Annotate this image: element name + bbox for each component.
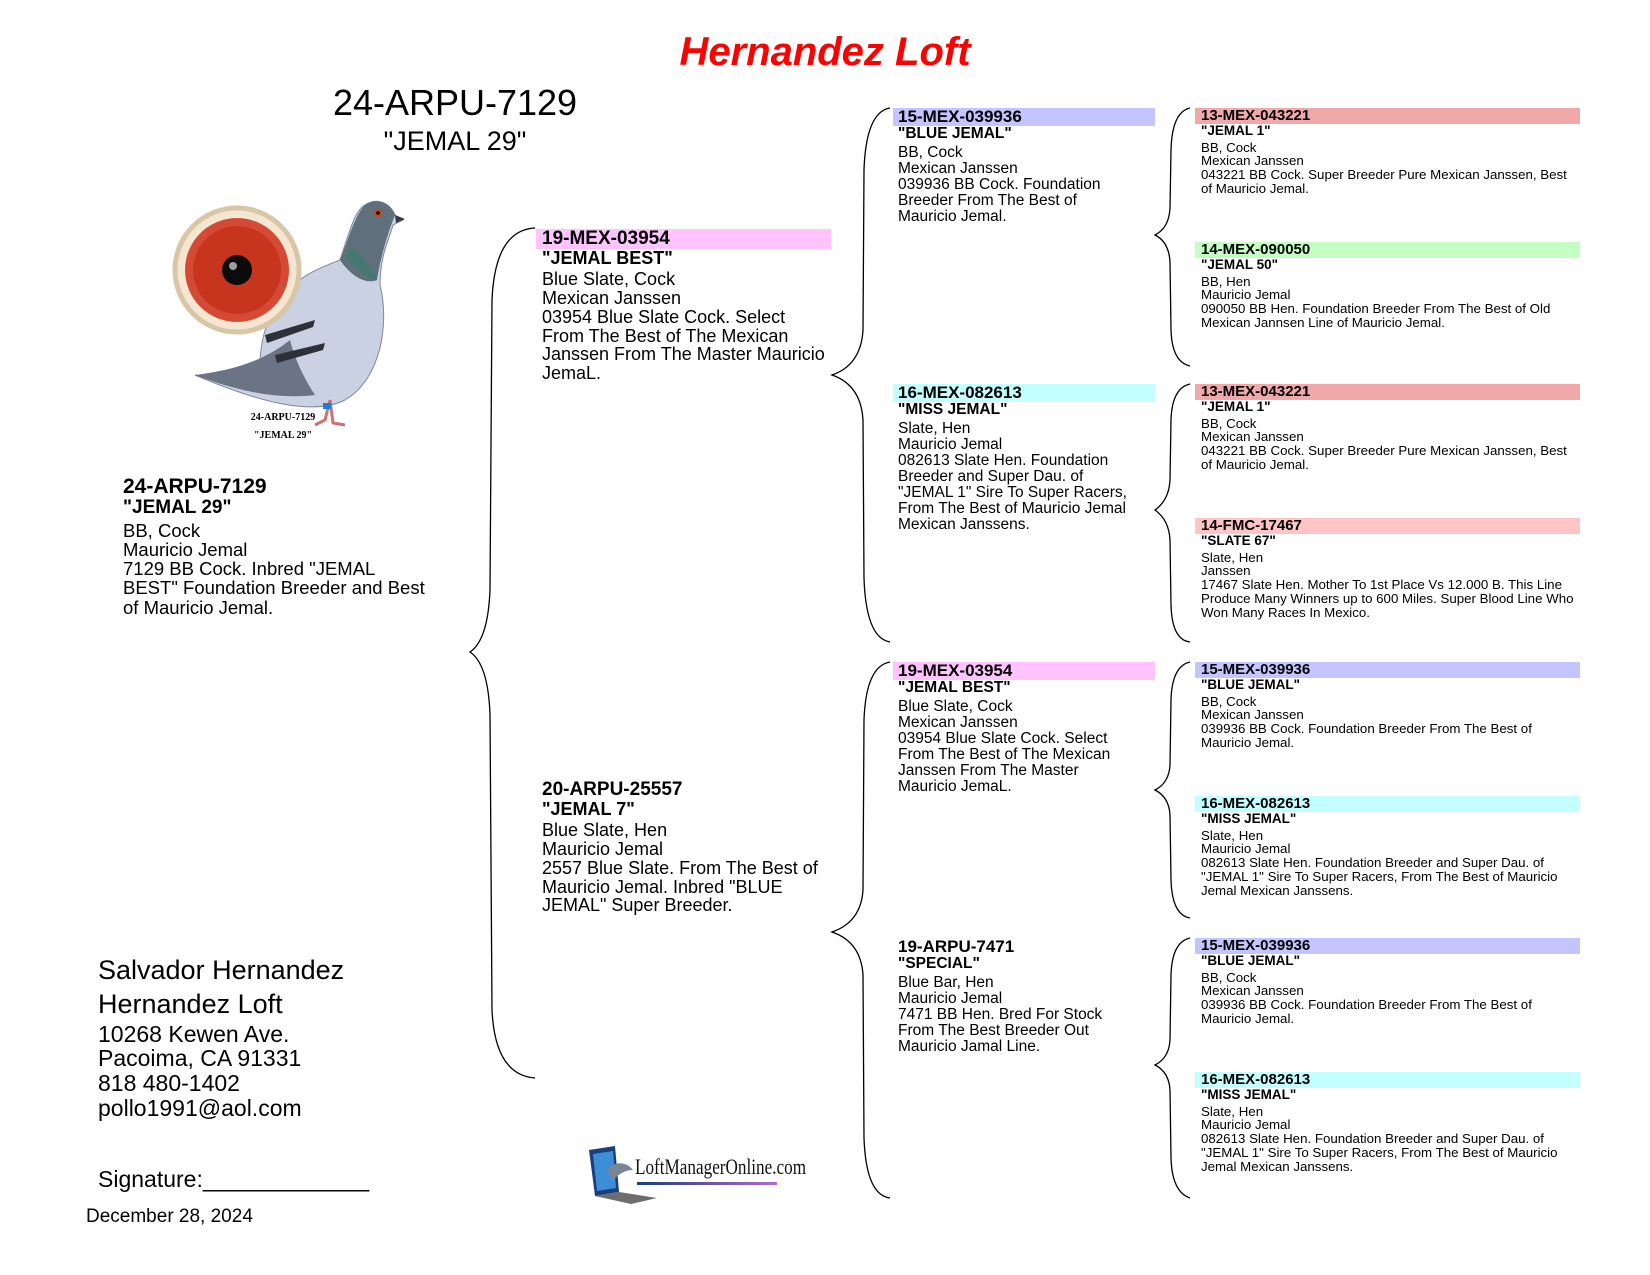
great-grandparent-entry	[1195, 518, 1580, 620]
ggp-notes: 039936 BB Cock. Foundation Breeder From The Best of Mauricio Jemal.	[1201, 997, 1532, 1027]
sire-strain: Mexican Janssen	[542, 288, 682, 309]
gp-strain: Mauricio Jemal	[898, 989, 1003, 1007]
ggp-band: 16-MEX-082613	[1195, 1072, 1580, 1088]
owner-address-line2: Pacoima, CA 91331	[98, 1045, 302, 1072]
subject-notes: 7129 BB Cock. Inbred "JEMAL BEST" Foundation Breeder and Best of Mauricio Jemal.	[123, 558, 425, 618]
dam-name: "JEMAL 7"	[542, 798, 635, 819]
ggp-name: "SLATE 67"	[1201, 532, 1276, 548]
gp-band: 19-MEX-03954	[893, 662, 1155, 680]
dam-notes: 2557 Blue Slate. From The Best of Mauricio Jemal. Inbred "BLUE JEMAL" Super Breeder.	[542, 857, 818, 916]
subject-band: 24-ARPU-7129	[123, 475, 267, 498]
ggp-notes: 090050 BB Hen. Foundation Breeder From The Best of Old Mexican Jannsen Line of Mauricio Jemal.	[1201, 301, 1551, 331]
owner-contact	[98, 954, 344, 1121]
logo-underline	[637, 1182, 777, 1185]
ggp-notes: 17467 Slate Hen. Mother To 1st Place Vs 12.000 B. This Line Produce Many Winners up to 600 Miles. Super Blood Line Who Won Many Races In Mexico.	[1201, 577, 1574, 620]
logo-text: LoftManagerOnline.com	[635, 1154, 807, 1179]
ggp-name: "BLUE JEMAL"	[1201, 676, 1301, 692]
signature-line: Signature:_____________	[98, 1166, 370, 1192]
ggp-strain: Mexican Janssen	[1201, 429, 1304, 445]
gp-color-sex: Blue Bar, Hen	[898, 973, 994, 991]
print-date: December 28, 2024	[86, 1206, 253, 1227]
gp-band: 15-MEX-039936	[893, 108, 1155, 126]
gp-band: 19-ARPU-7471	[898, 937, 1015, 956]
great-grandparent-entry	[1195, 242, 1580, 330]
ggp-band: 15-MEX-039936	[1195, 938, 1580, 954]
grandparent-entry	[893, 384, 1155, 534]
gp-band: 16-MEX-082613	[893, 384, 1155, 402]
loftmanager-logo	[585, 1140, 807, 1206]
ggp-band: 15-MEX-039936	[1195, 662, 1580, 678]
great-grandparent-entry	[1195, 1072, 1580, 1174]
subject-strain: Mauricio Jemal	[123, 538, 248, 560]
grandparent-entry	[893, 108, 1155, 225]
ggp-color-sex: BB, Cock	[1201, 969, 1257, 985]
subject-color-sex: BB, Cock	[123, 519, 201, 541]
page-title: Hernandez Loft	[679, 30, 971, 74]
ggp-band: 13-MEX-043221	[1195, 108, 1580, 124]
ggp-strain: Mauricio Jemal	[1201, 1117, 1291, 1133]
ggp-strain: Mexican Janssen	[1201, 153, 1304, 169]
photo-caption-name: "JEMAL 29"	[253, 430, 313, 441]
ggp-color-sex: Slate, Hen	[1201, 1103, 1264, 1119]
ggp-name: "JEMAL 50"	[1201, 256, 1279, 272]
subject-name: "JEMAL 29"	[123, 496, 232, 518]
bracket-g2-4	[1155, 938, 1190, 1198]
owner-name: Salvador Hernandez	[98, 955, 345, 985]
dam-strain: Mauricio Jemal	[542, 839, 664, 860]
great-grandparent-entry	[1195, 108, 1580, 196]
gp-name: "SPECIAL"	[898, 954, 980, 972]
sire-entry	[536, 229, 831, 383]
subject-name-header: "JEMAL 29"	[383, 126, 527, 156]
ggp-strain: Mexican Janssen	[1201, 707, 1304, 723]
ggp-name: "JEMAL 1"	[1201, 398, 1271, 414]
ggp-name: "BLUE JEMAL"	[1201, 952, 1301, 968]
dam-entry	[536, 780, 831, 915]
subject-band-header: 24-ARPU-7129	[332, 82, 578, 123]
ggp-strain: Mauricio Jemal	[1201, 287, 1291, 303]
dam-band: 20-ARPU-25557	[542, 779, 683, 800]
grandparent-entry	[893, 938, 1155, 1055]
owner-address-line1: 10268 Kewen Ave.	[98, 1020, 290, 1047]
ggp-band: 13-MEX-043221	[1195, 384, 1580, 400]
gp-notes: 082613 Slate Hen. Foundation Breeder and Super Dau. of "JEMAL 1" Sire To Super Racers, From The Best of Mauricio Jemal Mexican Janssens.	[898, 452, 1127, 534]
great-grandparent-entry	[1195, 662, 1580, 750]
gp-notes: 7471 BB Hen. Bred For Stock From The Best Breeder Out Mauricio Jamal Line.	[898, 1006, 1103, 1056]
owner-loft: Hernandez Loft	[98, 988, 283, 1019]
ggp-color-sex: BB, Cock	[1201, 139, 1257, 155]
photo-caption-band: 24-ARPU-7129	[250, 412, 316, 423]
sire-notes: 03954 Blue Slate Cock. Select From The Best of The Mexican Janssen From The Master Mauricio JemaL.	[542, 306, 825, 384]
ggp-name: "MISS JEMAL"	[1201, 810, 1297, 826]
gp-name: "MISS JEMAL"	[898, 400, 1008, 418]
ggp-strain: Janssen	[1201, 563, 1251, 579]
great-grandparent-entry	[1195, 796, 1580, 898]
owner-email: pollo1991@aol.com	[98, 1094, 302, 1121]
gp-strain: Mauricio Jemal	[898, 435, 1003, 453]
gp-color-sex: Slate, Hen	[898, 419, 971, 437]
owner-phone: 818 480-1402	[98, 1070, 240, 1097]
bracket-g2-1	[1155, 108, 1190, 366]
ggp-notes: 043221 BB Cock. Super Breeder Pure Mexican Janssen, Best of Mauricio Jemal.	[1201, 167, 1567, 197]
ggp-notes: 082613 Slate Hen. Foundation Breeder and Super Dau. of "JEMAL 1" Sire To Super Racers, From The Best of Mauricio Jemal Mexican Janssens.	[1201, 1131, 1558, 1174]
gp-color-sex: BB, Cock	[898, 143, 963, 161]
ggp-band: 14-FMC-17467	[1195, 518, 1580, 534]
ggp-name: "MISS JEMAL"	[1201, 1086, 1297, 1102]
ggp-band: 16-MEX-082613	[1195, 796, 1580, 812]
bracket-parents	[470, 228, 535, 1078]
gp-color-sex: Blue Slate, Cock	[898, 697, 1013, 715]
bracket-sire	[832, 108, 890, 642]
ggp-notes: 043221 BB Cock. Super Breeder Pure Mexican Janssen, Best of Mauricio Jemal.	[1201, 443, 1567, 473]
bracket-dam	[832, 662, 890, 1198]
gp-strain: Mexican Janssen	[898, 713, 1018, 731]
sire-color-sex: Blue Slate, Cock	[542, 269, 676, 290]
dam-color-sex: Blue Slate, Hen	[542, 820, 668, 841]
great-grandparent-entry	[1195, 384, 1580, 472]
sire-name: "JEMAL BEST"	[542, 247, 673, 268]
ggp-color-sex: Slate, Hen	[1201, 827, 1264, 843]
great-grandparent-entry	[1195, 938, 1580, 1026]
ggp-name: "JEMAL 1"	[1201, 122, 1271, 138]
ggp-strain: Mauricio Jemal	[1201, 841, 1291, 857]
gp-strain: Mexican Janssen	[898, 159, 1018, 177]
ggp-color-sex: BB, Hen	[1201, 273, 1251, 289]
ggp-color-sex: BB, Cock	[1201, 693, 1257, 709]
gp-name: "JEMAL BEST"	[898, 678, 1011, 696]
sire-band: 19-MEX-03954	[536, 229, 831, 249]
bracket-g2-3	[1155, 662, 1190, 918]
bracket-g2-2	[1155, 384, 1190, 642]
ggp-color-sex: BB, Cock	[1201, 415, 1257, 431]
gp-name: "BLUE JEMAL"	[898, 124, 1012, 142]
ggp-color-sex: Slate, Hen	[1201, 549, 1264, 565]
ggp-notes: 082613 Slate Hen. Foundation Breeder and Super Dau. of "JEMAL 1" Sire To Super Racers, From The Best of Mauricio Jemal Mexican Janssens.	[1201, 855, 1558, 898]
grandparent-entry	[893, 662, 1155, 795]
gp-notes: 03954 Blue Slate Cock. Select From The Best of The Mexican Janssen From The Master Mauricio JemaL.	[898, 730, 1111, 796]
gp-notes: 039936 BB Cock. Foundation Breeder From The Best of Mauricio Jemal.	[898, 176, 1101, 226]
ggp-notes: 039936 BB Cock. Foundation Breeder From The Best of Mauricio Jemal.	[1201, 721, 1532, 751]
ggp-strain: Mexican Janssen	[1201, 983, 1304, 999]
ggp-band: 14-MEX-090050	[1195, 242, 1580, 258]
